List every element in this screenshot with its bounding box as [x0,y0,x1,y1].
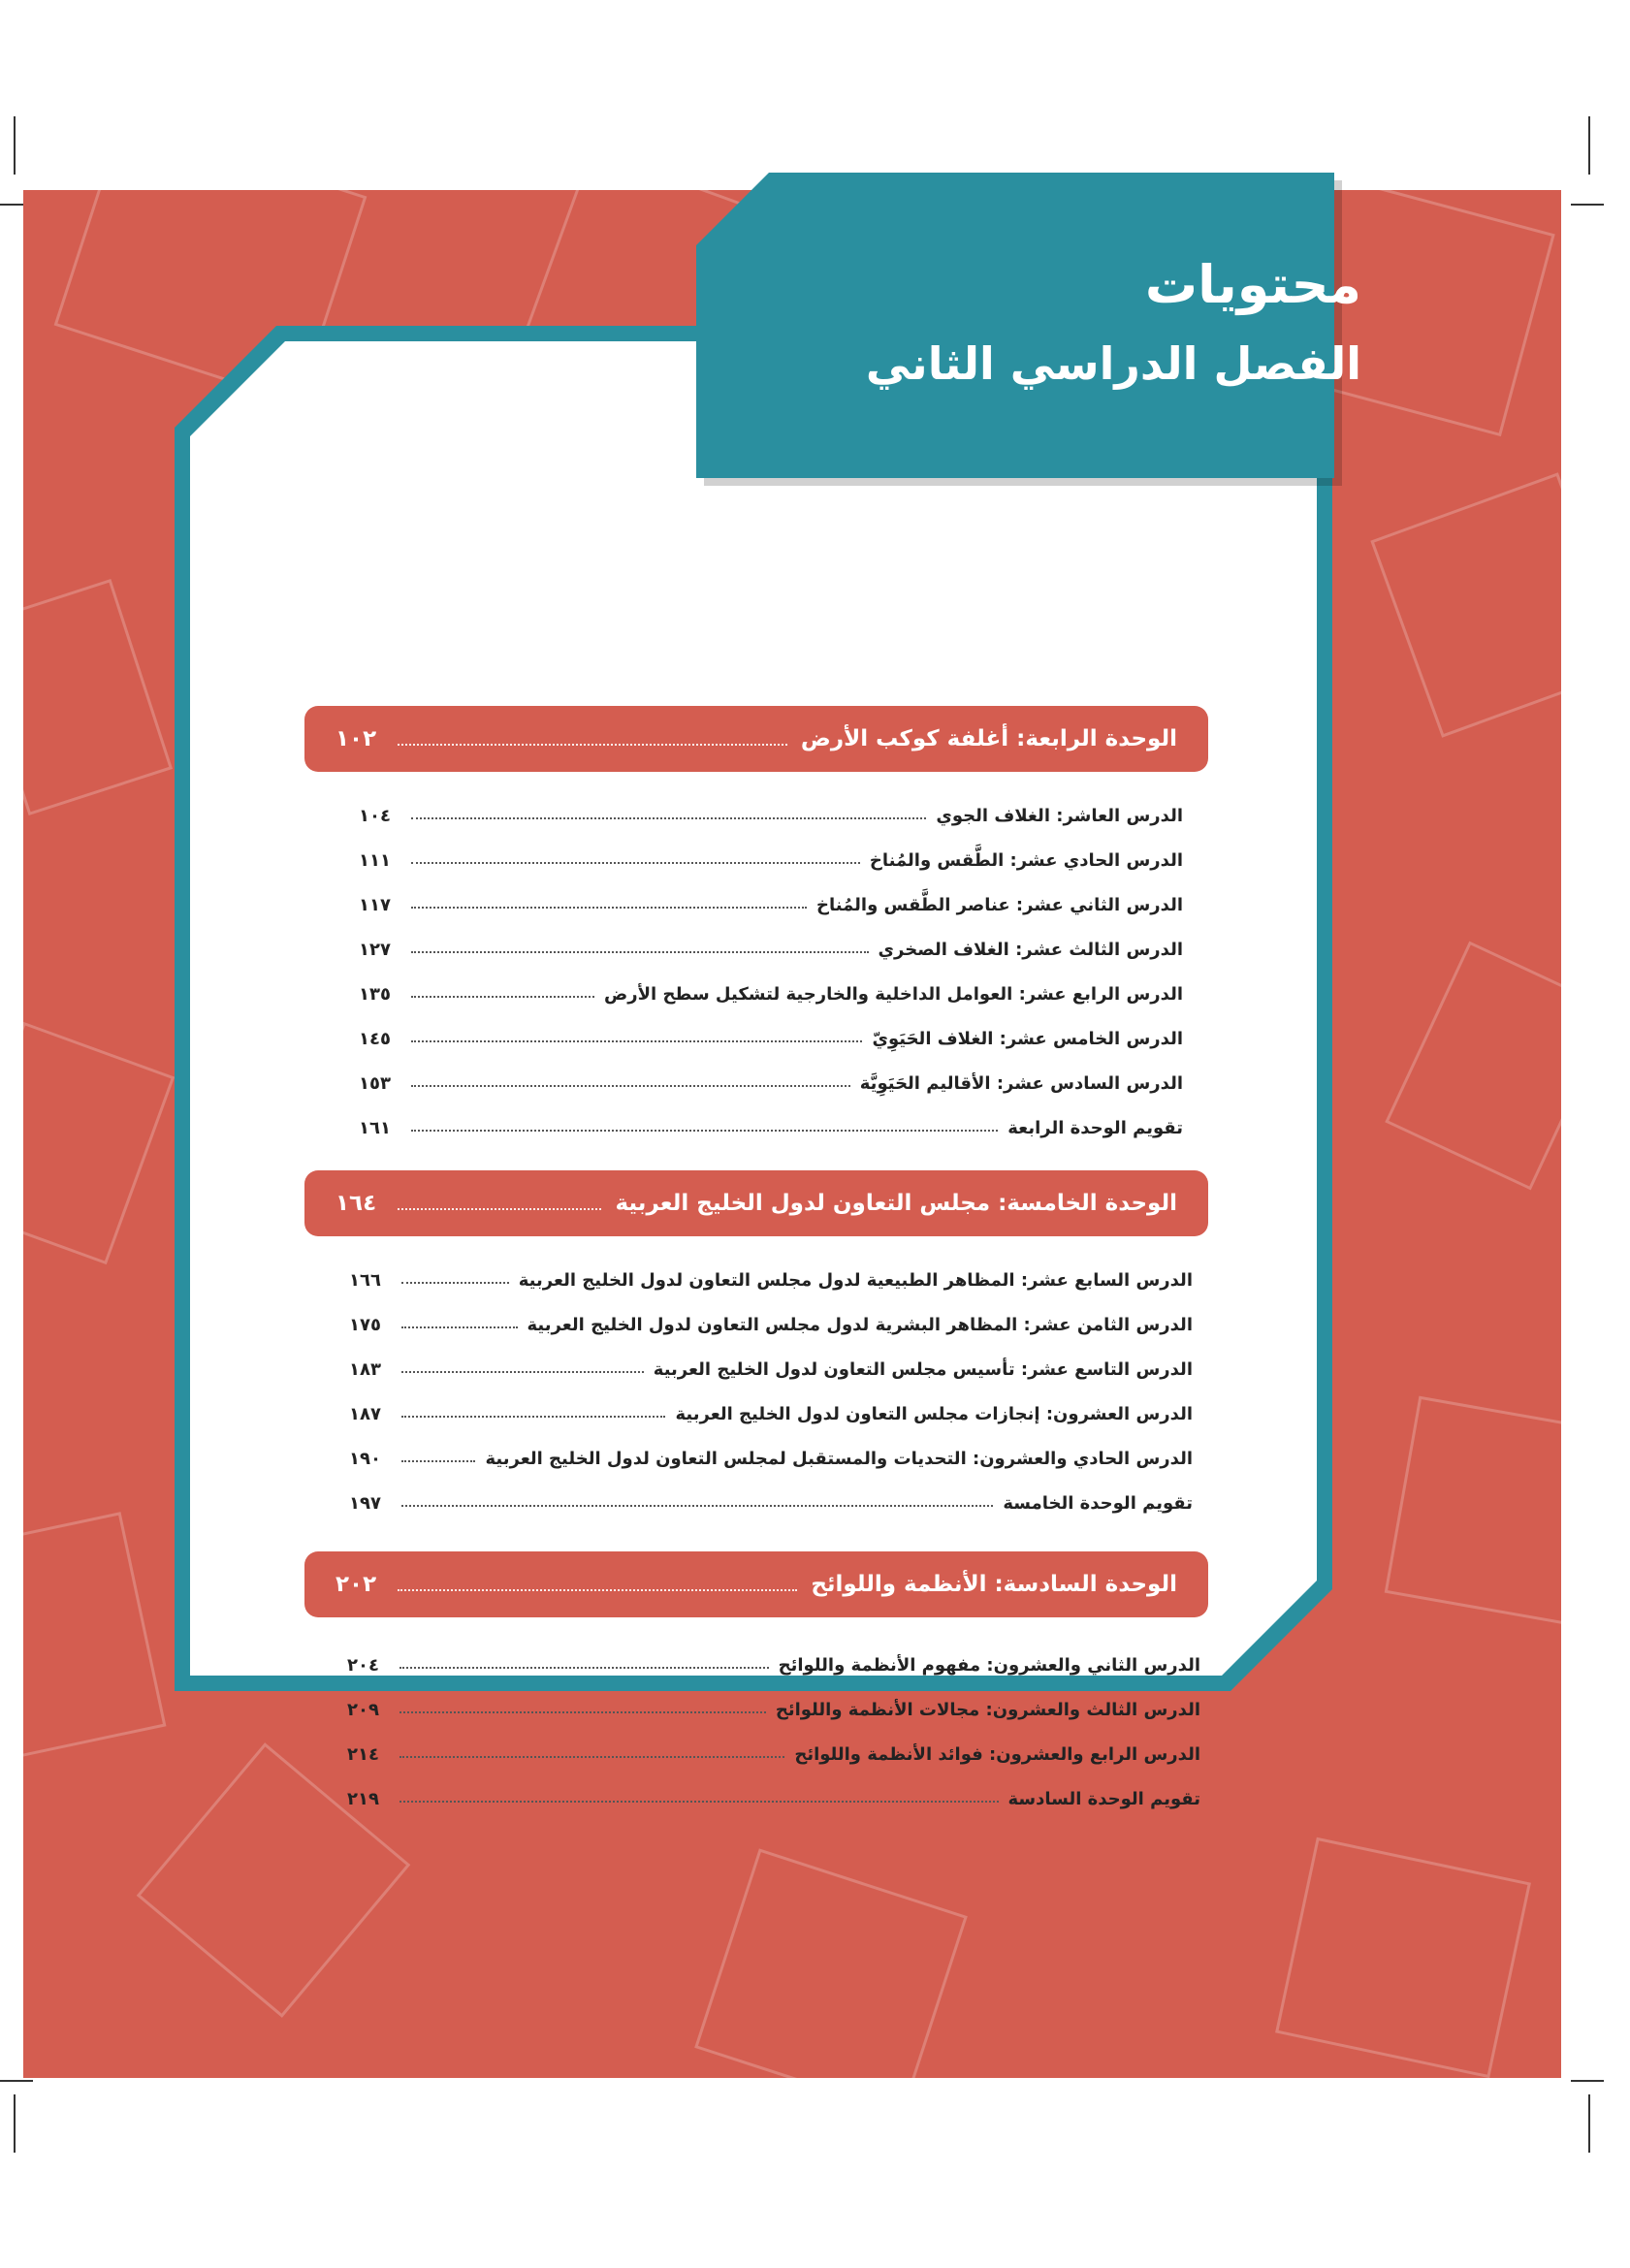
lesson-page-number: ١١٧ [359,895,391,915]
lesson-title: الدرس التاسع عشر: تأسيس مجلس التعاون لدول الخليج العربية [653,1359,1193,1380]
leader-dots [400,1711,766,1713]
leader-dots [411,1085,850,1087]
lesson-page-number: ١١١ [359,850,391,871]
lesson-page-number: ٢١٩ [347,1789,379,1809]
lesson-title: الدرس الرابع والعشرون: فوائد الأنظمة واللوائح [794,1744,1200,1765]
toc-entry[interactable] [359,838,1183,871]
toc-entry[interactable] [349,1347,1193,1380]
lesson-page-number: ١٨٧ [349,1404,381,1424]
toc-entry[interactable] [349,1436,1193,1469]
lesson-title: الدرس السابع عشر: المظاهر الطبيعية لدول مجلس التعاون لدول الخليج العربية [518,1270,1193,1291]
leader-dots [400,1801,999,1803]
page-title: محتويات [1144,254,1361,315]
lesson-page-number: ٢٠٩ [347,1700,379,1720]
crop-mark [14,2094,16,2153]
lesson-title: الدرس الثامن عشر: المظاهر البشرية لدول مجلس التعاون لدول الخليج العربية [527,1315,1193,1335]
lesson-title: الدرس السادس عشر: الأقاليم الحَيَوِيَّة [859,1073,1183,1094]
decorative-square [694,1848,968,2115]
unit-header-4[interactable] [304,706,1208,772]
leader-dots [400,1756,784,1758]
toc-entry[interactable] [347,1732,1200,1765]
decorative-square [1275,1837,1531,2078]
unit-title: الوحدة السادسة: الأنظمة واللوائح [811,1572,1177,1597]
leader-dots [411,1040,862,1042]
leader-dots [401,1282,509,1284]
leader-dots [398,744,787,746]
leader-dots [398,1208,601,1210]
toc-entry[interactable] [359,1016,1183,1049]
lesson-title: الدرس الثاني عشر: عناصر الطَّقس والمُناخ [816,895,1183,915]
lesson-title: تقويم الوحدة الخامسة [1003,1493,1193,1514]
ministry-name: Ministry of Education [99,2151,242,2166]
lesson-title: الدرس الرابع عشر: العوامل الداخلية والخارجية لتشكيل سطح الأرض [604,984,1183,1005]
decorative-square [1370,472,1629,737]
lesson-page-number: ١٠٤ [359,806,391,826]
lesson-page-number: ١٥٣ [359,1073,391,1094]
crop-mark [1588,2094,1590,2153]
lesson-title: تقويم الوحدة السادسة [1007,1789,1200,1809]
decorative-square [0,1022,175,1264]
ministry-logo [99,2098,229,2143]
lesson-page-number: ١٩٧ [349,1493,381,1514]
lesson-page-number: ١٣٥ [359,984,391,1005]
leader-dots [411,1130,998,1132]
toc-entry[interactable] [349,1391,1193,1424]
crop-mark [14,116,16,175]
decorative-square [0,579,173,815]
leader-dots [411,862,860,864]
leader-dots [401,1460,475,1462]
leader-dots [401,1326,518,1328]
lesson-page-number: ٢٠٤ [347,1655,379,1676]
toc-entry[interactable] [347,1643,1200,1676]
toc-entry[interactable] [359,793,1183,826]
leader-dots [401,1371,644,1373]
leader-dots [411,996,594,998]
toc-entry[interactable] [349,1481,1193,1514]
unit-title: الوحدة الخامسة: مجلس التعاون لدول الخليج العربية [615,1191,1177,1216]
toc-entry[interactable] [359,972,1183,1005]
lesson-title: تقويم الوحدة الرابعة [1007,1118,1183,1138]
toc-entry[interactable] [349,1302,1193,1335]
toc-entry[interactable] [359,927,1183,960]
crop-mark [1588,116,1590,175]
leader-dots [411,817,926,819]
lesson-page-number: ١٦١ [359,1118,391,1138]
leader-dots [401,1416,665,1418]
unit-title: الوحدة الرابعة: أغلفة كوكب الأرض [800,726,1177,751]
decorative-square [1385,1396,1616,1628]
lesson-page-number: ٢١٤ [347,1744,379,1765]
lesson-page-number: ١٩٠ [349,1449,381,1469]
ministry-watermark [99,2098,293,2182]
lesson-page-number: ١٤٥ [359,1029,391,1049]
leader-dots [398,1589,797,1591]
unit-header-6[interactable] [304,1551,1208,1617]
lesson-title: الدرس العاشر: الغلاف الجوي [936,806,1183,826]
toc-panel [190,341,1317,1676]
unit-page-number: ١٠٢ [336,726,377,751]
lesson-title: الدرس الحادي والعشرون: التحديات والمستقبل لمجلس التعاون لدول الخليج العربية [485,1449,1193,1469]
decorative-square [1385,942,1615,1191]
crop-mark [1571,2080,1604,2082]
unit-header-5[interactable] [304,1170,1208,1236]
toc-entry[interactable] [349,1258,1193,1291]
lesson-page-number: ١٨٣ [349,1359,381,1380]
lesson-title: الدرس الحادي عشر: الطَّقس والمُناخ [869,850,1183,871]
unit-page-number: ١٦٤ [336,1191,377,1216]
lesson-page-number: ١٦٦ [349,1270,381,1291]
toc-entry[interactable] [359,1105,1183,1138]
leader-dots [401,1505,993,1507]
lesson-page-number: ١٧٥ [349,1315,381,1335]
leader-dots [411,951,869,953]
toc-entry[interactable] [347,1687,1200,1720]
unit-page-number: ٢٠٢ [336,1572,377,1597]
lesson-page-number: ١٢٧ [359,940,391,960]
leader-dots [411,907,807,909]
lesson-title: الدرس الخامس عشر: الغلاف الحَيَوِيّ [872,1029,1183,1049]
leader-dots [400,1667,769,1669]
lesson-title: الدرس الثاني والعشرون: مفهوم الأنظمة واللوائح [778,1655,1200,1676]
crop-mark [1571,204,1604,206]
crop-mark [0,2080,33,2082]
ministry-year: 2024 - 1446 [99,2166,182,2182]
toc-entry[interactable] [347,1776,1200,1809]
toc-entry[interactable] [359,882,1183,915]
lesson-title: الدرس العشرون: إنجازات مجلس التعاون لدول الخليج العربية [675,1404,1193,1424]
lesson-title: الدرس الثالث والعشرون: مجالات الأنظمة واللوائح [775,1700,1200,1720]
page-subtitle: الفصل الدراسي الثاني [865,337,1361,390]
toc-entry[interactable] [359,1061,1183,1094]
title-box [696,173,1334,478]
decorative-square [0,1512,166,1764]
lesson-title: الدرس الثالث عشر: الغلاف الصخري [878,940,1183,960]
